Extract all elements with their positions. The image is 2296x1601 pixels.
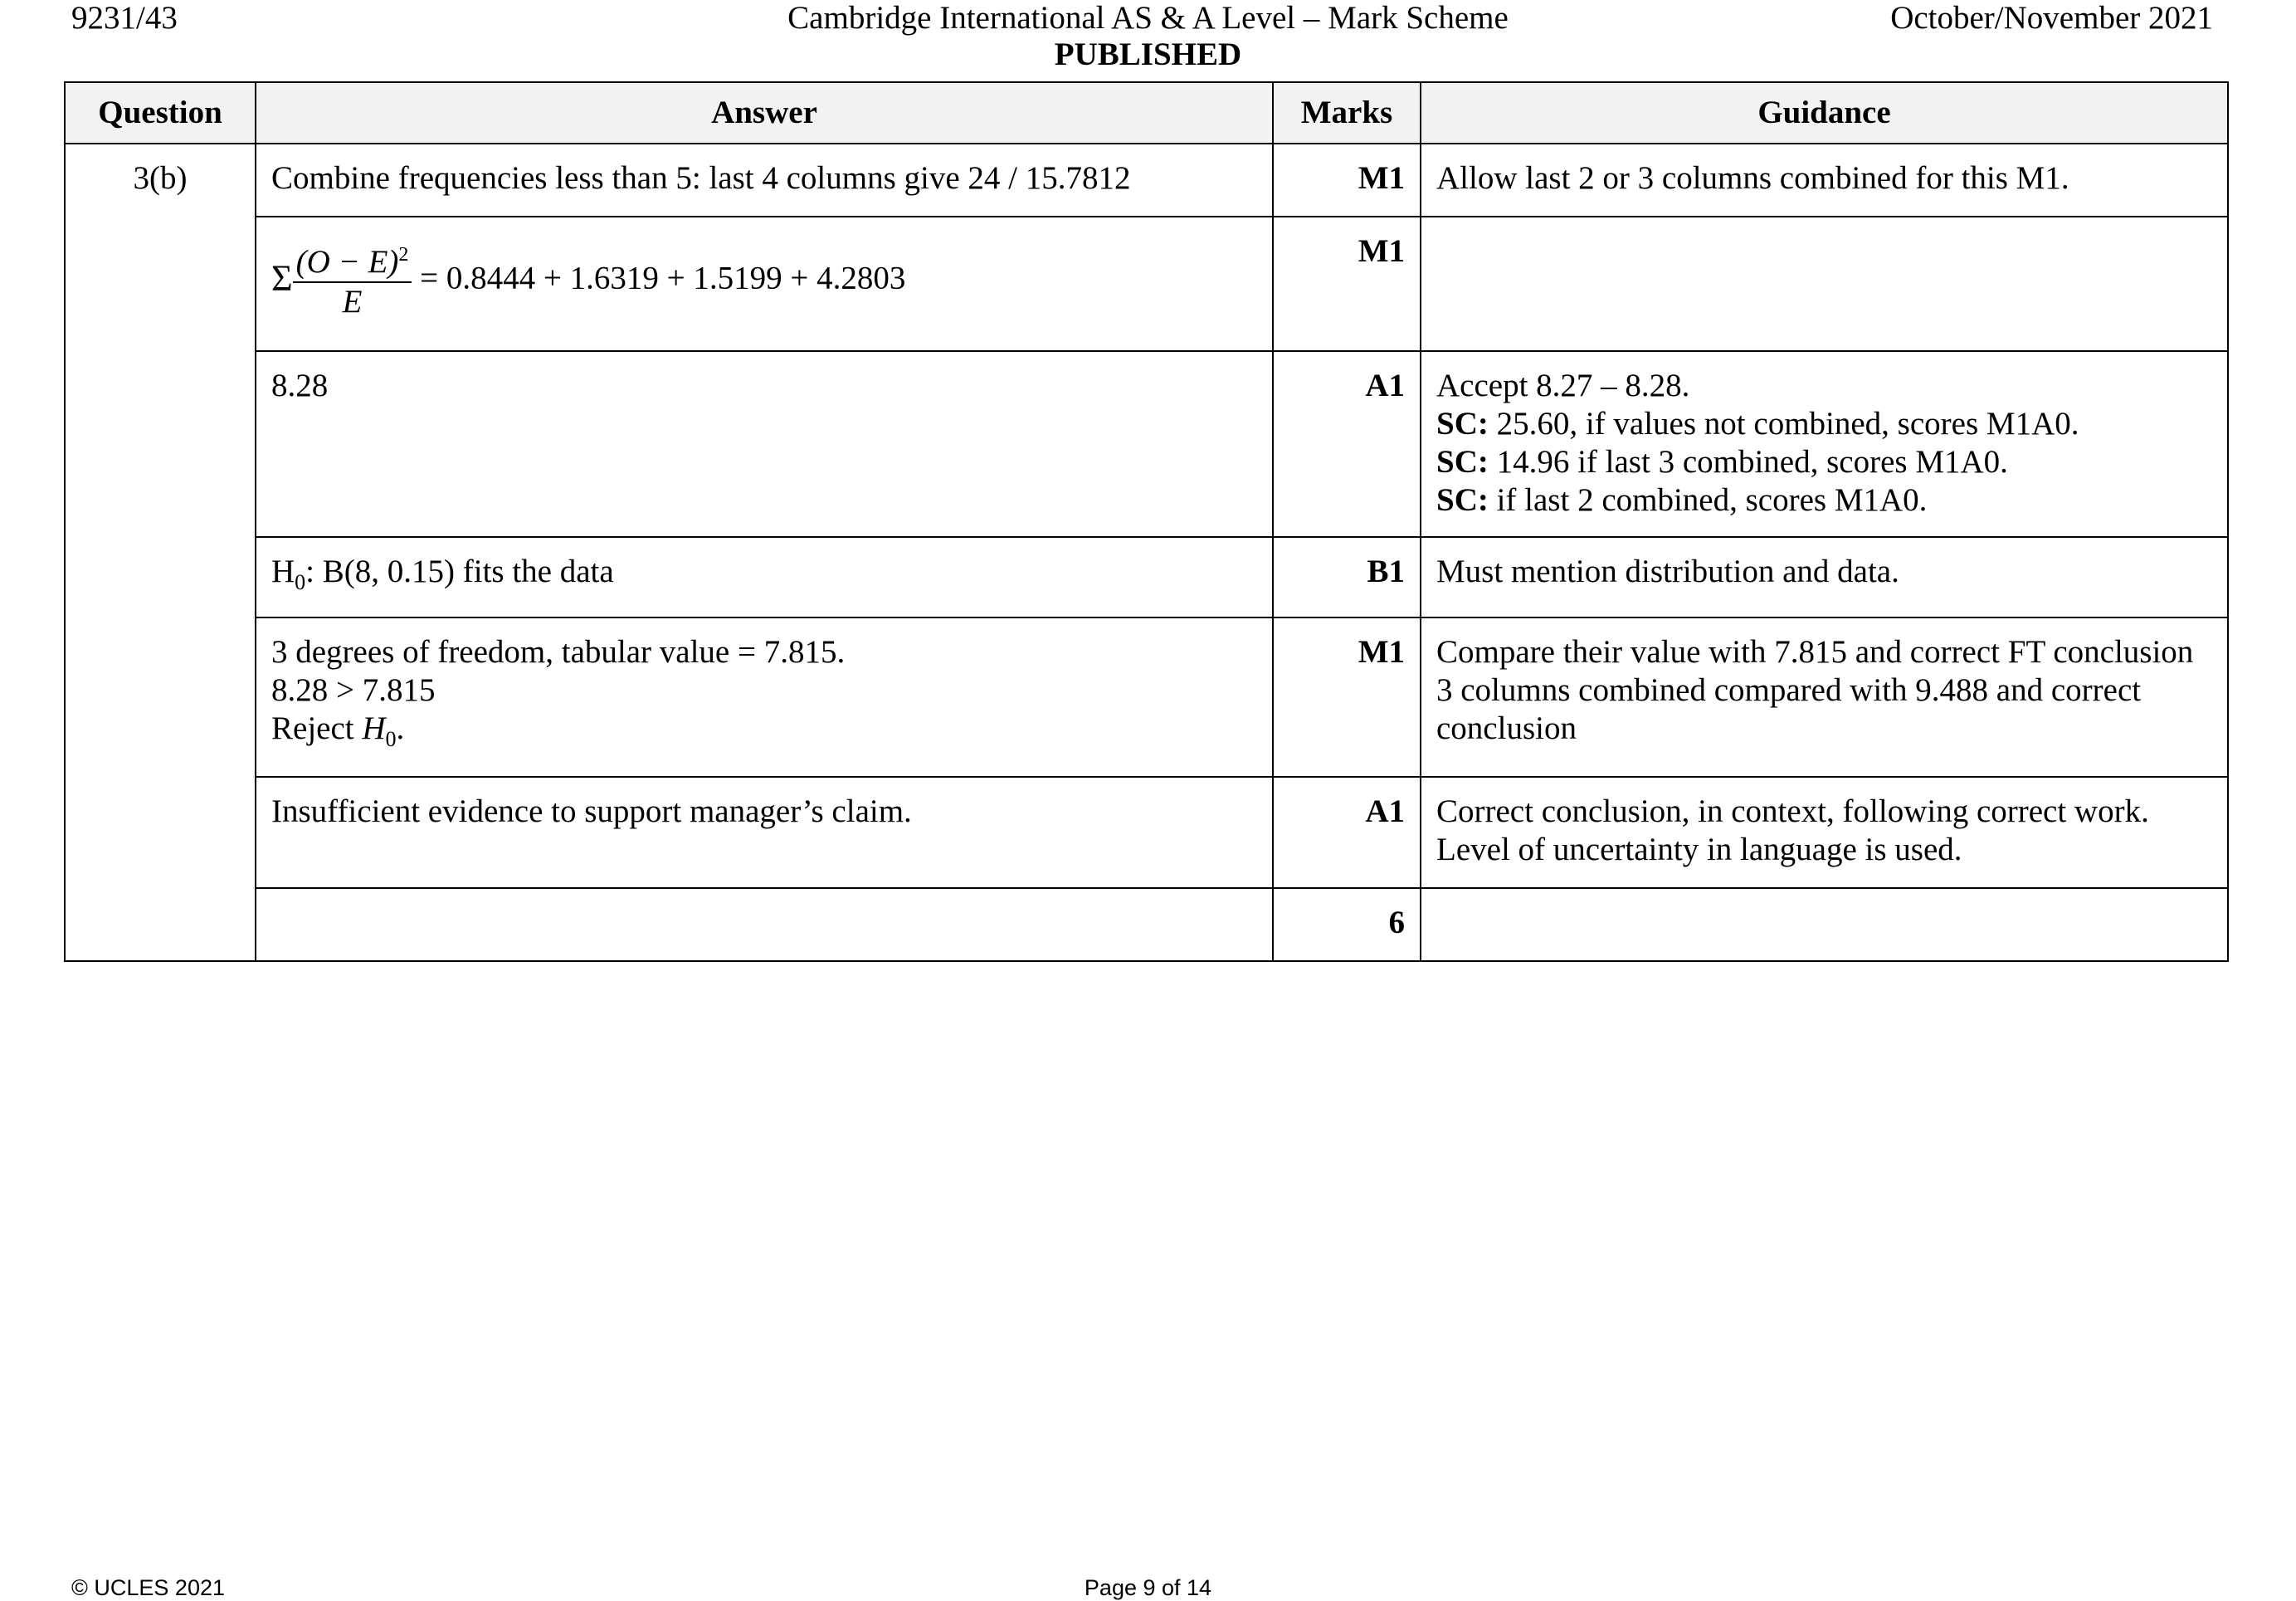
special-case-line (1436, 443, 2212, 481)
answer-line: 8.28 > 7.815 (271, 671, 436, 708)
hypothesis-symbol: H (271, 554, 295, 589)
answer-line: 3 degrees of freedom, tabular value = 7.815. (271, 633, 846, 670)
reject-suffix: . (396, 710, 405, 746)
guidance-line: Accept 8.27 – 8.28. (1436, 368, 1690, 403)
answer-cell (256, 537, 1273, 617)
guidance-cell (1421, 888, 2228, 961)
mark-cell: M1 (1273, 617, 1421, 777)
special-case-label: SC: (1436, 406, 1489, 442)
published-label: PUBLISHED (1054, 37, 1242, 72)
answer-cell: Combine frequencies less than 5: last 4 columns give 24 / 15.7812 (256, 144, 1273, 217)
mark-cell: A1 (1273, 351, 1421, 537)
guidance-line: Level of uncertainty in language is used. (1436, 831, 1962, 867)
guidance-cell: Allow last 2 or 3 columns combined for this M1. (1421, 144, 2228, 217)
question-number (65, 144, 256, 961)
guidance-line: Compare their value with 7.815 and correct FT conclusion (1436, 633, 2194, 670)
answer-cell: 8.28 (256, 351, 1273, 537)
table-header-row (65, 82, 2228, 144)
guidance-cell: Must mention distribution and data. (1421, 537, 2228, 617)
mark-cell: A1 (1273, 777, 1421, 888)
sigma-symbol: Σ (271, 257, 293, 299)
table-row (65, 217, 2228, 351)
guidance-line: 3 columns combined compared with 9.488 and correct (1436, 671, 2142, 708)
reject-line (271, 710, 1257, 759)
formula-rhs: = 0.8444 + 1.6319 + 1.5199 + 4.2803 (420, 260, 906, 296)
special-case-text: if last 2 combined, scores M1A0. (1488, 482, 1928, 518)
exponent: 2 (398, 244, 409, 266)
column-header-answer: Answer (256, 82, 1273, 144)
chi-square-fraction (293, 236, 412, 321)
hypothesis-text: : B(8, 0.15) fits the data (305, 554, 614, 589)
table-row (65, 777, 2228, 888)
special-case-text: 25.60, if values not combined, scores M1A0. (1488, 406, 2079, 442)
answer-cell: Insufficient evidence to support manager’s claim. (256, 777, 1273, 888)
fraction-denominator: E (342, 284, 363, 320)
hypothesis-subscript: 0 (385, 726, 397, 751)
paper-code: 9231/43 (71, 0, 178, 36)
special-case-line (1436, 481, 2212, 520)
special-case-label: SC: (1436, 482, 1489, 518)
fraction-numerator (293, 236, 412, 283)
copyright: © UCLES 2021 (71, 1575, 225, 1600)
answer-cell (256, 888, 1273, 961)
guidance-line: conclusion (1436, 710, 1577, 746)
column-header-question: Question (65, 82, 256, 144)
reject-prefix: Reject (271, 710, 363, 746)
column-header-guidance: Guidance (1421, 82, 2228, 144)
table-row (65, 351, 2228, 537)
guidance-cell (1421, 351, 2228, 537)
answer-cell (256, 217, 1273, 351)
special-case-text: 14.96 if last 3 combined, scores M1A0. (1488, 444, 2008, 480)
mark-scheme-table (64, 81, 2229, 962)
guidance-cell (1421, 617, 2228, 777)
table-row (65, 888, 2228, 961)
question-label: 3(b) (133, 160, 188, 196)
table-row (65, 537, 2228, 617)
hypothesis-subscript: 0 (295, 569, 306, 594)
page-number: Page 9 of 14 (1084, 1575, 1212, 1600)
table-row (65, 144, 2228, 217)
special-case-line (1436, 405, 2212, 443)
answer-cell (256, 617, 1273, 777)
guidance-cell (1421, 217, 2228, 351)
mark-cell: M1 (1273, 217, 1421, 351)
numerator-text: (O − E) (295, 244, 399, 280)
column-header-marks: Marks (1273, 82, 1421, 144)
mark-cell: B1 (1273, 537, 1421, 617)
exam-session: October/November 2021 (1890, 0, 2213, 36)
guidance-line: Correct conclusion, in context, following correct work. (1436, 793, 2149, 829)
special-case-label: SC: (1436, 444, 1489, 480)
total-marks: 6 (1273, 888, 1421, 961)
title-text: Cambridge International AS & A Level – Mark Scheme (787, 0, 1509, 36)
table-row (65, 617, 2228, 777)
hypothesis-symbol: H (362, 710, 386, 746)
mark-cell: M1 (1273, 144, 1421, 217)
guidance-cell (1421, 777, 2228, 888)
